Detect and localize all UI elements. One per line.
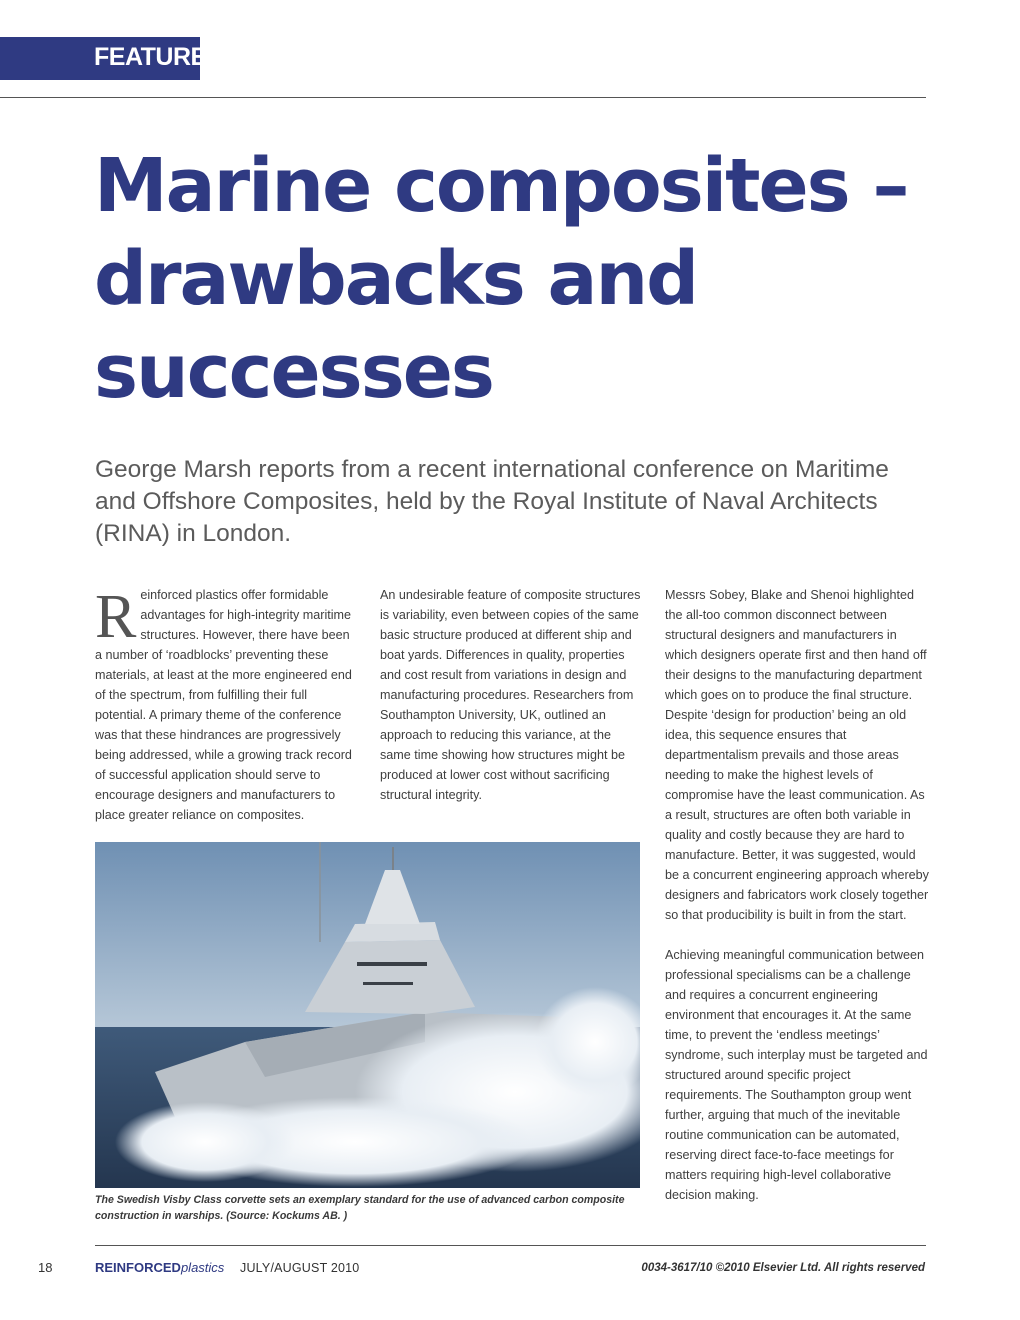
standfirst: George Marsh reports from a recent international conference on Maritime and Offshore Composites, held by the Royal Institute of Naval Architects (RINA) in London. [95, 456, 889, 547]
body-column-3 [665, 585, 930, 1205]
corvette-photo [95, 842, 640, 1188]
body-column-1 [95, 585, 360, 825]
top-divider [0, 97, 926, 98]
title-line-2: drawbacks and [94, 236, 698, 322]
footer-divider [95, 1245, 926, 1246]
journal-name-italic: plastics [180, 1260, 225, 1275]
photo-caption: The Swedish Visby Class corvette sets an exemplary standard for the use of advanced carbon composite construction in warships. (Source: Kockums AB. ) [95, 1194, 625, 1222]
page-number: 18 [38, 1260, 53, 1275]
section-label: FEATURE [94, 43, 207, 71]
col2-paragraph-1: An undesirable feature of composite structures is variability, even between copies of the same basic structure produced at different ship and boat yards. Differences in quality, properties and cost result from variations in design and manufacturing procedures. Researchers from Southampton University, UK, outlined an approach to reducing this variance, at the same time showing how structures might be produced at lower cost without sacrificing structural integrity. [380, 588, 641, 802]
issue-date: JULY/AUGUST 2010 [240, 1261, 360, 1275]
copyright-line: 0034-3617/10 ©2010 Elsevier Ltd. All rights reserved [641, 1262, 925, 1274]
journal-name-bold: REINFORCED [95, 1260, 181, 1275]
drop-cap: R [95, 583, 137, 651]
article-title [94, 140, 954, 419]
col1-paragraph-1: einforced plastics offer formidable advantages for high-integrity maritime structures. However, there have been a number of ‘roadblocks’ preventing these materials, at least at the more engineered end of the spectrum, from fulfilling their full potential. A primary theme of the conference was that these hindrances are progressively being addressed, while a growing track record of successful application should serve to encourage designers and manufacturers to place greater reliance on composites. [95, 588, 352, 822]
col3-paragraph-2: Achieving meaningful communication between professional specialisms can be a challenge and requires a concurrent engineering environment that encourages it. At the same time, to prevent the ‘endless meetings’ syndrome, such interplay must be targeted and structured around specific project requirements. The Southampton group went further, arguing that much of the inevitable routine communication can be automated, reserving direct face-to-face meetings for matters requiring high-level collaborative decision making. [665, 948, 928, 1202]
col3-paragraph-1: Messrs Sobey, Blake and Shenoi highlighted the all-too common disconnect between structural designers and manufacturers in which designers operate first and then hand off their designs to the manufacturing department which goes on to produce the final structure. Despite ‘design for production’ being an old idea, this sequence ensures that departmentalism prevails and those areas needing to make the highest levels of compromise have the least communication. As a result, structures are often both variable in quality and costly because they are hard to manufacture. Better, it was suggested, would be a concurrent engineering approach whereby designers and fabricators work closely together so that producibility is built in from the start. [665, 588, 929, 922]
corvette-illustration [95, 842, 640, 1188]
title-line-3: successes [94, 329, 493, 415]
journal-name [95, 1260, 224, 1275]
title-line-1: Marine composites – [94, 143, 908, 229]
body-column-2 [380, 585, 645, 805]
